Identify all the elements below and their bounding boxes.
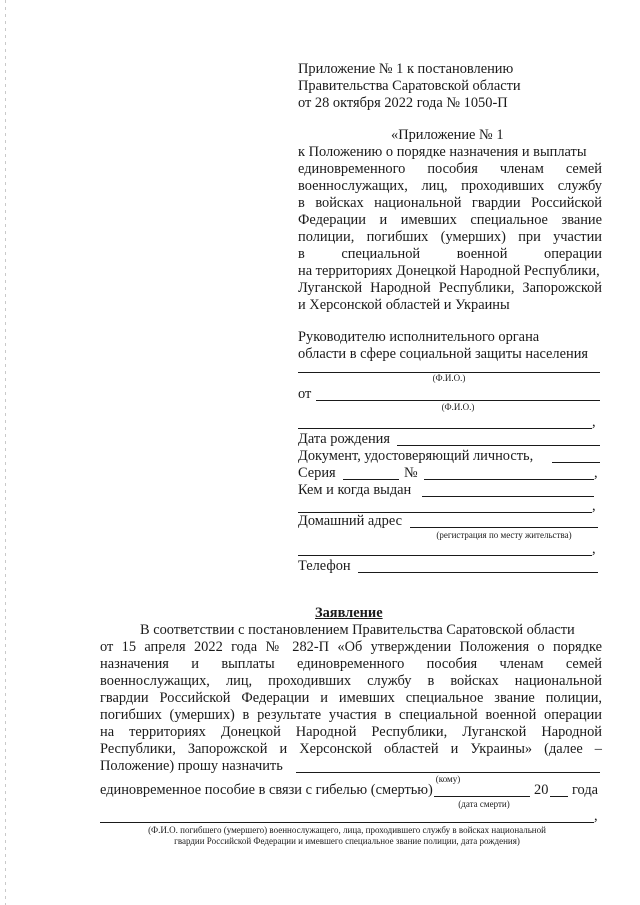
year-prefix: 20 [534, 782, 549, 798]
appendix-title: «Приложение № 1 [391, 127, 504, 143]
applicant-fio-field-2[interactable] [298, 428, 592, 429]
series-field[interactable] [343, 479, 399, 480]
number-label: № [404, 465, 418, 481]
from-label: от [298, 386, 312, 402]
statement-title: Заявление [315, 605, 383, 621]
recipient-fio-caption: (Ф.И.О.) [432, 373, 466, 383]
appendix-line-7: в специальной военной операции [298, 246, 602, 262]
number-field[interactable] [424, 479, 594, 480]
whom-caption: (кому) [435, 774, 461, 784]
series-label: Серия [298, 465, 336, 481]
address-label: Домашний адрес [298, 513, 402, 529]
statement-line-3: назначения и выплаты единовременного пособия членам семей [100, 656, 602, 672]
phone-label: Телефон [298, 558, 351, 574]
deceased-caption-1: (Ф.И.О. погибшего (умершего) военнослужащего, лица, проходившего службу в войсках национальной [148, 825, 546, 835]
document-type-field[interactable] [552, 462, 600, 463]
phone-field[interactable] [358, 572, 598, 573]
appendix-line-2: единовременного пособия членам семей [298, 161, 602, 177]
deceased-comma: , [594, 808, 598, 824]
appendix-line-1: к Положению о порядке назначения и выплаты [298, 144, 587, 160]
issued-field[interactable] [422, 496, 594, 497]
appendix-line-6: полиции, погибших (умерших) при участии [298, 229, 602, 245]
death-date-field[interactable] [434, 796, 530, 797]
death-year-field[interactable] [550, 796, 568, 797]
applicant-fio-caption: (Ф.И.О.) [441, 402, 475, 412]
address-comma: , [592, 541, 596, 557]
statement-line-1: В соответствии с постановлением Правительства Саратовской области [140, 622, 575, 638]
birth-date-label: Дата рождения [298, 431, 390, 447]
benefit-label: единовременное пособие в связи с гибелью (смертью) [100, 782, 433, 798]
address-field-2[interactable] [298, 555, 592, 556]
statement-line-8: Республики, Запорожской и Херсонской областей и Украины» (далее – [100, 741, 602, 757]
header-line-2: Правительства Саратовской области [298, 78, 521, 94]
statement-line-5: гвардии Российской Федерации и имевших специальное звание полиции, [100, 690, 602, 706]
appendix-line-8: на территориях Донецкой Народной Республики, [298, 263, 600, 279]
statement-line-6: погибших (умерших) в результате участия в специальной военной операции [100, 707, 602, 723]
header-line-3: от 28 октября 2022 года № 1050-П [298, 95, 508, 111]
issued-comma: , [592, 498, 596, 514]
address-caption: (регистрация по месту жительства) [436, 530, 572, 540]
appendix-line-10: и Херсонской областей и Украины [298, 297, 510, 313]
applicant-fio-field[interactable] [316, 400, 600, 401]
birth-date-field[interactable] [397, 445, 600, 446]
header-line-1: Приложение № 1 к постановлению [298, 61, 514, 77]
applicant-fio-comma: , [592, 414, 596, 430]
appendix-line-5: Федерации и имевших специальное звание [298, 212, 602, 228]
addressee-line-1: Руководителю исполнительного органа [298, 329, 540, 345]
appendix-line-4: в войсках национальной гвардии Российской [298, 195, 602, 211]
deceased-info-field[interactable] [100, 822, 594, 823]
address-field[interactable] [410, 527, 598, 528]
page-edge-divider [5, 0, 6, 905]
statement-line-7: на территориях Донецкой Народной Республики, Луганской Народной [100, 724, 602, 740]
series-comma: , [594, 465, 598, 481]
appendix-line-9: Луганской Народной Республики, Запорожской [298, 280, 602, 296]
recipient-whom-field[interactable] [296, 772, 600, 773]
issued-label: Кем и когда выдан [298, 482, 412, 498]
request-label: Положение) прошу назначить [100, 758, 283, 774]
year-suffix: года [572, 782, 599, 798]
statement-line-2: от 15 апреля 2022 года № 282-П «Об утверждении Положения о порядке [100, 639, 602, 655]
addressee-line-2: области в сфере социальной защиты населения [298, 346, 589, 362]
statement-line-4: военнослужащих, лиц, проходивших службу в войсках национальной [100, 673, 602, 689]
appendix-line-3: военнослужащих, лиц, проходивших службу [298, 178, 602, 194]
death-date-caption: (дата смерти) [458, 799, 510, 809]
deceased-caption-2: гвардии Российской Федерации и имевшего специальное звание полиции, дата рождения) [174, 836, 520, 846]
document-label: Документ, удостоверяющий личность, [298, 448, 534, 464]
